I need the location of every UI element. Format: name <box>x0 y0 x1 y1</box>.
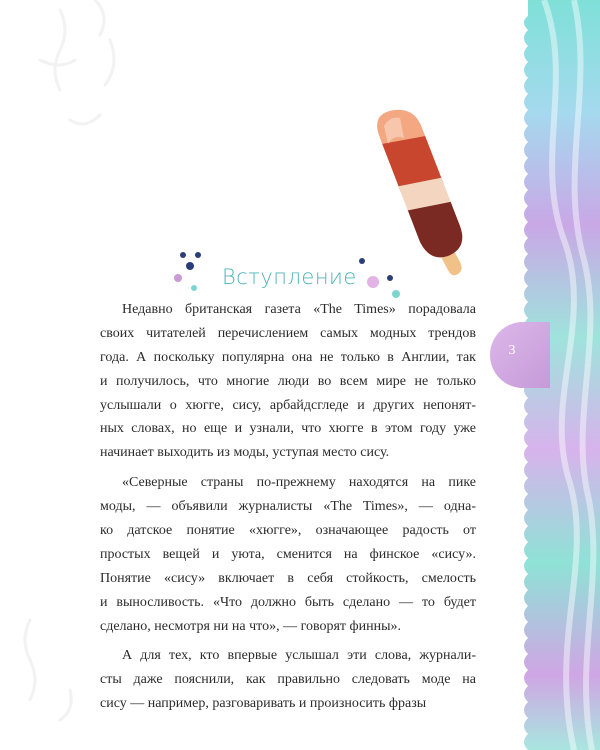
text-line: своих читателей перечислением самых модных трендов <box>100 325 476 341</box>
text-line: А для тех, кто впервые услышал эти слова, журнали- <box>122 648 476 664</box>
text-line: начинает выходить из моды, уступая место сису. <box>100 445 390 461</box>
popsicle-illustration <box>360 108 480 278</box>
text-line: ных словах, но еще и узнали, что хюгге в этом году уже <box>100 421 476 437</box>
paragraph <box>100 644 476 716</box>
text-line: сделано, несмотря ни на что», — говорят финны». <box>100 618 401 634</box>
paragraph <box>100 298 476 465</box>
body-text <box>100 298 476 716</box>
text-line: моды, — объявили журналисты «The Times», — одна- <box>100 499 476 515</box>
text-line: и получилось, что многие люди во всем мире не только <box>100 373 476 389</box>
text-line: Понятие «сису» включает в себя стойкость, смелость <box>100 570 476 586</box>
page-number: 3 <box>508 343 516 358</box>
text-line: сты даже пояснили, как правильно следовать моде на <box>100 672 476 688</box>
text-line: сису — например, разговаривать и произносить фразы <box>100 696 427 712</box>
text-line: и выносливость. «Что должно быть сделано — то будет <box>100 594 476 610</box>
text-line: «Северные страны по-прежнему находятся на пике <box>122 475 476 491</box>
text-line: услышали о хюгге, сису, арбайдсгледе и других непонят- <box>100 397 476 413</box>
text-line: простых вещей и уюта, сменится на финское «сису». <box>100 546 476 562</box>
text-line: года. А поскольку популярна она не только в Англии, так <box>100 349 476 365</box>
chapter-heading: Вступление <box>222 265 357 289</box>
paragraph <box>100 471 476 638</box>
text-line: ко датское понятие «хюгге», означающее радость от <box>100 523 476 539</box>
text-line: Недавно британская газета «The Times» порадовала <box>122 302 476 317</box>
